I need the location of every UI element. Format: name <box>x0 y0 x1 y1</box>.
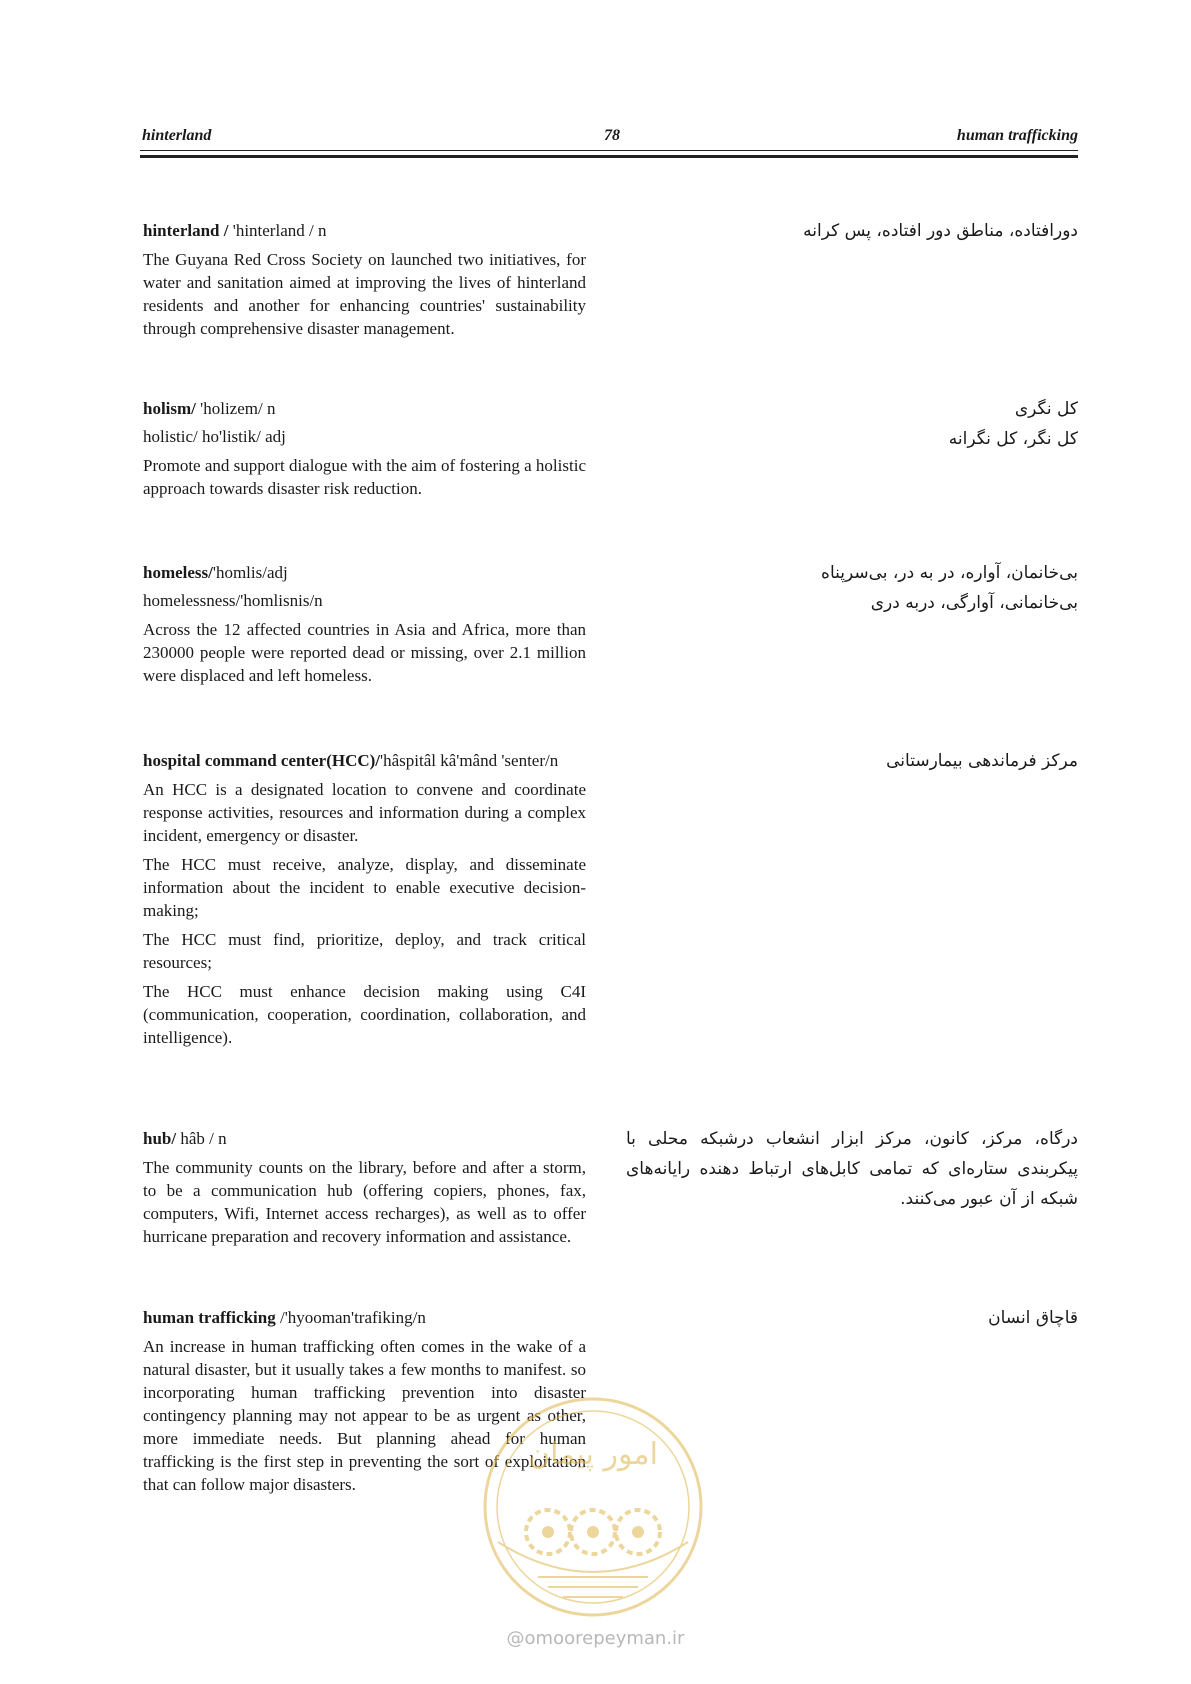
headword <box>143 398 586 420</box>
example-paragraph: The Guyana Red Cross Society on launched two initiatives, for water and sanitation aimed at improving the lives of hinterland residents and another for enhancing countries' sustainability through comprehensive disaster management. <box>143 250 586 338</box>
persian-translation: دورافتاده، مناطق دور افتاده، پس کرانه <box>803 221 1078 241</box>
entry-hospital-command-center <box>143 750 586 1055</box>
example-paragraph: The HCC must find, prioritize, deploy, and track critical resources; <box>143 930 586 972</box>
headword <box>143 220 586 242</box>
term: hospital command center(HCC)/ <box>143 751 381 770</box>
page-number: 78 <box>604 127 620 144</box>
persian-translation: مرکز فرماندهی بیمارستانی <box>886 751 1078 771</box>
translation-hospital-command-center <box>886 746 1078 776</box>
example-paragraph: An increase in human trafficking often comes in the wake of a natural disaster, but it usually takes a few months to manifest. so incorporating human trafficking prevention into disaster contingency planning may not appear to be as urgent as other, more immediate needs. But planning ahead for human trafficking is the first step in preventing the sort of exploitation that can follow major disasters. <box>143 1337 586 1494</box>
headword <box>143 1307 586 1329</box>
entry-holism <box>143 398 586 506</box>
example-paragraph: Across the 12 affected countries in Asia and Africa, more than 230000 people were reported dead or missing, over 2.1 million were displaced and left homeless. <box>143 620 586 685</box>
example-paragraph: The HCC must receive, analyze, display, and disseminate information about the incident to enable executive decision-making; <box>143 855 586 920</box>
persian-translation: کل نگری <box>1014 399 1078 419</box>
pronunciation: /'hyooman'trafiking/n <box>275 1308 426 1327</box>
term: homeless/ <box>143 563 213 582</box>
header-right-guideword: human trafficking <box>956 127 1078 144</box>
headword <box>143 750 586 772</box>
pronunciation: 'holizem/ n <box>195 399 276 418</box>
translation-holism <box>949 394 1078 454</box>
example-paragraph: The HCC must enhance decision making using C4I (communication, cooperation, coordination, collaboration, and intelligence). <box>143 982 586 1047</box>
watermark-logo-text: امور پیمان <box>528 1437 658 1472</box>
term: hub/ <box>143 1129 177 1148</box>
running-header <box>140 127 1078 157</box>
header-rule-thin <box>140 150 1078 151</box>
pronunciation: 'hâspitâl kâ'mând 'senter/n <box>380 751 559 770</box>
entry-homeless <box>143 562 586 693</box>
translation-hinterland <box>803 216 1078 246</box>
entry-hub <box>143 1128 586 1254</box>
header-rule-thick <box>140 155 1078 158</box>
headword <box>143 562 586 584</box>
header-left-guideword: hinterland <box>142 127 212 144</box>
persian-translation: قاچاق انسان <box>988 1308 1078 1328</box>
translation-human-trafficking <box>988 1303 1078 1333</box>
persian-translation: کل نگر، کل نگرانه <box>948 429 1078 449</box>
translation-homeless <box>821 558 1078 618</box>
persian-translation: بی‌خانمان، آواره، در به در، بی‌سرپناه <box>821 563 1078 583</box>
entry-hinterland <box>143 220 586 346</box>
pronunciation: 'hinterland / n <box>228 221 327 240</box>
headword <box>143 1128 586 1150</box>
term: holism/ <box>143 399 196 418</box>
derived-form: holistic/ ho'listik/ adj <box>143 427 286 446</box>
watermark-site: @omoorepeyman.ir <box>506 1628 685 1649</box>
example-paragraph: An HCC is a designated location to convene and coordinate response activities, resources and information during a complex incident, emergency or disaster. <box>143 780 586 845</box>
term: hinterland / <box>143 221 229 240</box>
pronunciation: 'homlis/adj <box>212 563 288 582</box>
persian-translation: درگاه، مرکز، کانون، مرکز ابزار انشعاب درشبکه محلی با پیکربندی ستاره‌ای که تمامی کابل‌های ارتباط دهنده رایانه‌های شبکه از آن عبور می‌کنند. <box>626 1129 1078 1209</box>
example-paragraph: Promote and support dialogue with the aim of fostering a holistic approach towards disaster risk reduction. <box>143 456 586 498</box>
persian-translation: بی‌خانمانی، آوارگی، دربه دری <box>870 593 1078 613</box>
pronunciation: hâb / n <box>176 1129 227 1148</box>
watermark-seal-icon <box>478 1392 708 1622</box>
example-paragraph: The community counts on the library, before and after a storm, to be a communication hub (offering copiers, phones, fax, computers, Wifi, Internet access recharges), as well as to offer hurricane preparation and recovery information and assistance. <box>143 1158 586 1246</box>
term: human trafficking <box>143 1308 276 1327</box>
derived-form: homelessness/'homlisnis/n <box>143 591 323 610</box>
translation-hub <box>626 1124 1078 1214</box>
